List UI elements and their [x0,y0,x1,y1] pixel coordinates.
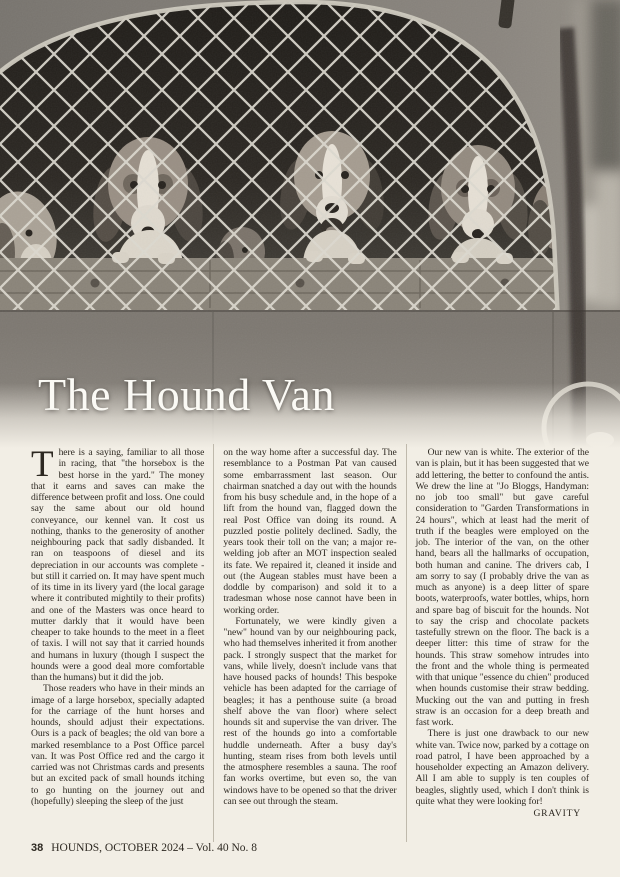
article-column-2 [213,444,405,842]
page-number: 38 [31,842,44,854]
article-paragraph: There is just one drawback to our new white van. Twice now, parked by a cottage on road patrol, I have been approached by a householder expecting an Amazon delivery. All I am able to supply is ten couples of beagles, slightly used, which I don't think is quite what they were looking for! [415,728,589,807]
footer-journal-line: HOUNDS, OCTOBER 2024 – Vol. 40 No. 8 [51,842,257,854]
article-paragraph: Fortunately, we were kindly given a "new" hound van by our neighbouring pack, who had themselves inherited it from another pack. I strongly suspect that the market for vans, while lively, doesn't include vans that have housed packs of hounds! This bespoke vehicle has been adapted for the carriage of beagles; it has a penthouse suite (a broad shelf above the van floor) where select hounds sit and supervise the van driver. The rest of the hounds go into a comfortable huddle underneath. After a busy day's hunting, steam rises from both levels until the atmosphere resembles a sauna. The roof fan works overtime, but even so, the van windows have to be opened so that the driver can see out through the steam. [223,615,397,807]
article-title: The Hound Van [38,369,335,420]
article-paragraph: on the way home after a successful day. The resemblance to a Postman Pat van caused some embarrassment last season. Our chairman snatched a day out with the hounds from his busy schedule and, in the hope of a lift from the hound van, flagged down the real Post Office van doing its round. A puzzled postie politely declined. Sadly, the years took their toll on the van; a major re-welding job after an MOT inspection sealed its fate. We repaired it, cleaned it inside and out (the Augean stables must have been a doddle by comparison) and sold it to a tradesman whose nose cannot have been in working order. [223,447,397,616]
article-paragraph: There is a saying, familiar to all those in racing, that "the horsebox is the best horse in the yard." The money that it earns and saves can make the difference between profit and loss. One could say the same about our old hound conveyance, our kennel van. It cost us nothing, thanks to the generosity of another neighbouring pack that sadly disbanded. It ran on teaspoons of diesel and its depreciation in our accounts was complete - but still it carried on. It may have spent much of its time in its livery yard (the local garage where it contributed mightily to their profits) and one of the Masters was once heard to mutter darkly that it would have been cheaper to take hounds to the meet in a fleet of taxis. I will not say that it carried hounds and humans in luxury (though I suspect the hounds were a good deal more comfortable than the humans) but it did the job. [31,444,205,683]
drop-cap: T [31,444,54,485]
article-paragraph: Those readers who have in their minds an image of a large horsebox, specially adapted for the carriage of the hunt horses and hounds, should adjust their expectations. Ours is a pack of beagles; the old van bore a marked resemblance to a Post Office parcel van. It was Post Office red and the cargo it carried was not Christmas cards and presents but an excited pack of small hounds itching to go hunting on the journey out and (hopefully) sleeping the sleep of the just [31,683,205,807]
article-paragraph: Our new van is white. The exterior of the van is plain, but it has been suggested that we add lettering, the better to confound the antis. We drew the line at "Jo Bloggs, Handyman: no job too small" but gave careful consideration to "Garden Transformations in 24 hours", which at least had the merit of truth if the beagles were employed on the job. The interior of the van, on the other hand, bears all the hallmarks of occupation, both human and canine. The drivers cab, I am sorry to say (I probably drive the van as much as anyone) is a deep litter of spare boots, waterproofs, water bottles, whips, horn and spare bag of biscuit for the hounds. Not to say the crisp and chocolate packets tastefully strewn on the floor. The back is a deeper litter: this time of straw for the hounds. This straw somehow intrudes into the front and the whole thing is permeated with that unique "essence du chien" produced when hounds customise their straw bedding. Mucking out the van and putting in fresh straw is an occasion for a deep breath and fast work. [415,447,589,728]
article-byline: GRAVITY [533,808,581,819]
page-footer [31,842,589,854]
article-body [31,444,589,842]
article-column-1 [31,444,213,842]
article-column-3 [406,444,589,842]
